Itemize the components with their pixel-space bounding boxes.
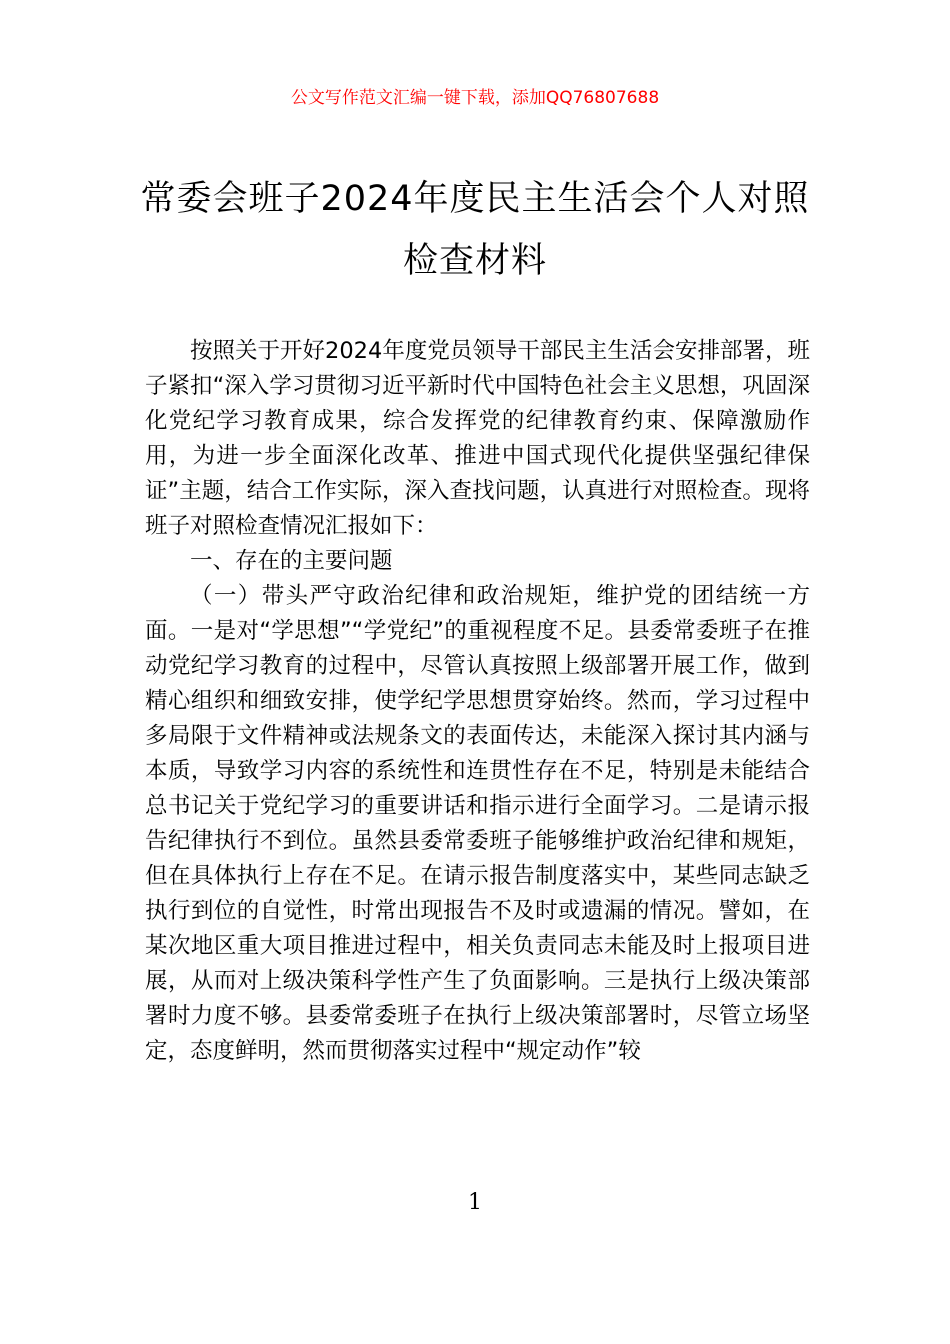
document-body [145, 334, 810, 1069]
promo-banner[interactable]: 公文写作范文汇编一键下载，添加QQ76807688 [290, 88, 660, 108]
intro-paragraph: 按照关于开好2024年度党员领导干部民主生活会安排部署，班子紧扣“深入学习贯彻习近平新时代中国特色社会主义思想，巩固深化党纪学习教育成果，综合发挥党的纪律教育约束、保障激励作用，为进一步全面深化改革、推进中国式现代化提供坚强纪律保证”主题，结合工作实际，深入查找问题，认真进行对照检查。现将班子对照检查情况汇报如下： [145, 338, 810, 539]
section-heading: 一、存在的主要问题 [190, 548, 393, 574]
page-number: 1 [468, 1190, 482, 1215]
body-paragraph: （一）带头严守政治纪律和政治规矩，维护党的团结统一方面。一是对“学思想”“学党纪”的重视程度不足。县委常委班子在推动党纪学习教育的过程中，尽管认真按照上级部署开展工作，做到精心组织和细致安排，使学纪学思想贯穿始终。然而，学习过程中多局限于文件精神或法规条文的表面传达，未能深入探讨其内涵与本质，导致学习内容的系统性和连贯性存在不足，特别是未能结合总书记关于党纪学习的重要讲话和指示进行全面学习。二是请示报告纪律执行不到位。虽然县委常委班子能够维护政治纪律和规矩，但在具体执行上存在不足。在请示报告制度落实中，某些同志缺乏执行到位的自觉性，时常出现报告不及时或遗漏的情况。譬如，在某次地区重大项目推进过程中，相关负责同志未能及时上报项目进展，从而对上级决策科学性产生了负面影响。三是执行上级决策部署时力度不够。县委常委班子在执行上级决策部署时，尽管立场坚定，态度鲜明，然而贯彻落实过程中“规定动作”较 [145, 583, 810, 1064]
title-line-1: 常委会班子2024年度民主生活会个人对照 [140, 179, 810, 219]
document-title [120, 168, 830, 292]
title-line-2: 检查材料 [402, 241, 547, 281]
